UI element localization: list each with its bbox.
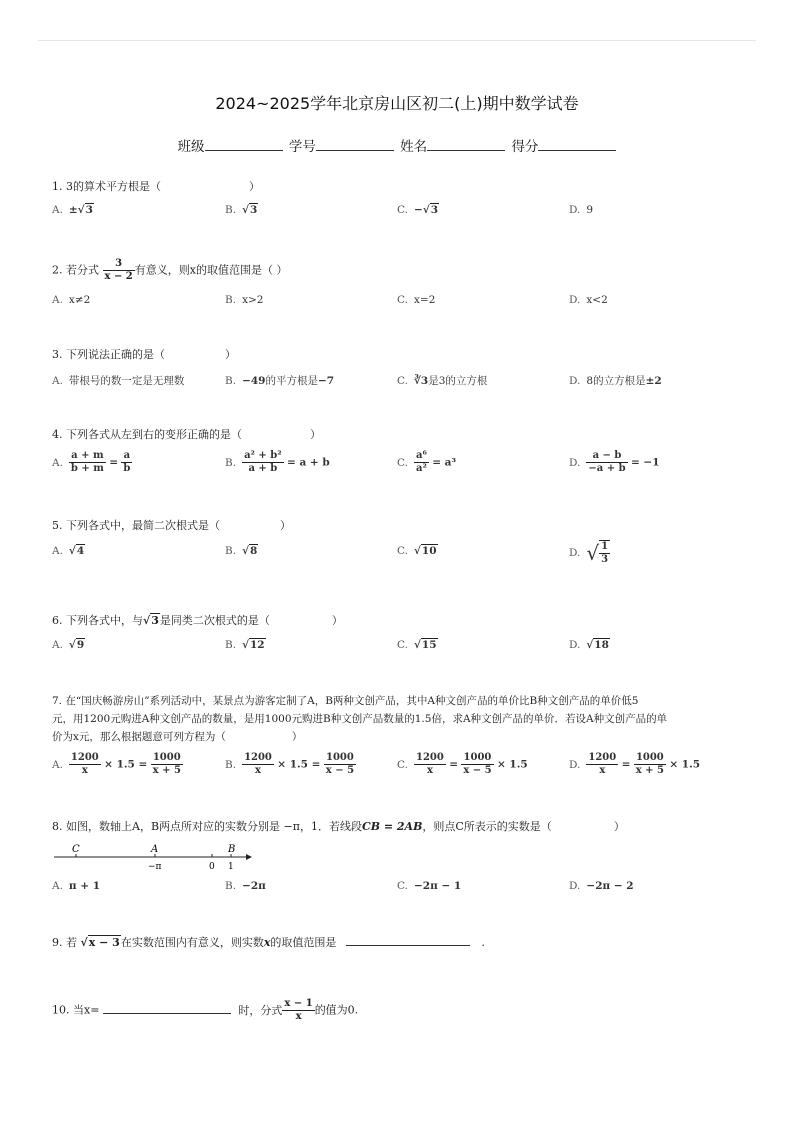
option-8b[interactable]: B. −2π [225, 880, 266, 892]
student-id-blank[interactable] [316, 139, 394, 151]
option-4c[interactable]: C. $\frac{\text{a⁶}}{\text{a²}}$ = a³ [397, 450, 457, 474]
option-1c[interactable]: C. −√3 [397, 204, 439, 216]
question-text: 3的算术平方根是（ [66, 180, 161, 193]
name-label: 姓名 [400, 139, 428, 155]
question-4: 4. 下列各式从左到右的变形正确的是（ ） [52, 428, 321, 441]
option-6a[interactable]: A. √9 [52, 639, 85, 651]
question-7: 7. 在“国庆畅游房山”系列活动中，某景点为游客定制了A，B两种文创产品，其中A种文创产品的单价比B种文创产品的单价低5 元，用1200元购进A种文创产品的数量，是用1000元购进B种文创产品数量的1.5倍，求A种文创产品的单价．若设A种文创产品的单 价为x元，那么根据题意可列方程为（ ） [52, 695, 668, 743]
score-blank[interactable] [538, 139, 616, 151]
question-5: 5. 下列各式中，最简二次根式是（ ） [52, 519, 291, 532]
option-2c[interactable]: C. x=2 [397, 294, 436, 306]
score-label: 得分 [511, 139, 539, 155]
option-5a[interactable]: A. √4 [52, 545, 85, 557]
option-8d[interactable]: D. −2π − 2 [569, 880, 634, 892]
tick-label-one: 1 [228, 862, 234, 872]
answer-blank-9[interactable] [346, 934, 470, 946]
number-line-figure [52, 842, 262, 874]
option-7c[interactable]: C. $\frac{1200}{x}$ = $\frac{1000}{x - 5}$ × 1.5 [397, 752, 528, 776]
student-info-line [0, 135, 794, 155]
option-7a[interactable]: A. $\frac{1200}{x}$ × 1.5 = $\frac{1000}{x + 5}$ [52, 752, 181, 776]
option-8c[interactable]: C. −2π − 1 [397, 880, 462, 892]
option-5d[interactable]: D. √ $\frac{1}{3}$ [569, 541, 609, 565]
option-3c[interactable]: C. ∛3是3的立方根 [397, 375, 488, 387]
option-6c[interactable]: C. √15 [397, 639, 437, 651]
question-3: 3. 下列说法正确的是（ ） [52, 348, 236, 361]
point-a-label: A [151, 844, 159, 855]
option-5c[interactable]: C. √10 [397, 545, 437, 557]
class-blank[interactable] [205, 139, 283, 151]
option-2b[interactable]: B. x>2 [225, 294, 264, 306]
page-title: 2024~2025学年北京房山区初二(上)期中数学试卷 [215, 94, 579, 113]
student-id-label: 学号 [288, 139, 316, 155]
question-10: 10. 当x= 时，分式 $\frac{x - 1}{x}$ 的值为0. [52, 998, 359, 1022]
point-b-label: B [228, 844, 236, 855]
fraction: $\frac{3}{x - 2}$ [104, 258, 133, 282]
name-blank[interactable] [427, 139, 505, 151]
option-4d[interactable]: D. $\frac{a - b}{-a + b}$ = −1 [569, 450, 660, 474]
option-5b[interactable]: B. √8 [225, 545, 258, 557]
question-1 [52, 178, 260, 196]
option-2d[interactable]: D. x<2 [569, 294, 608, 306]
option-1b[interactable]: B. √3 [225, 204, 258, 216]
question-6: 6. 下列各式中，与√3是同类二次根式的是（ ） [52, 614, 343, 627]
answer-blank-10[interactable] [103, 1002, 231, 1014]
option-1a[interactable]: A. ±√3 [52, 204, 93, 216]
option-4a[interactable]: A. $\frac{a + m}{b + m}$ = $\frac{a}{b}$ [52, 450, 131, 474]
option-2a[interactable]: A. x≠2 [52, 294, 91, 306]
question-9: 9. 若 √x − 3在实数范围内有意义，则实数x的取值范围是 . [52, 936, 485, 949]
arrow-icon [246, 854, 252, 860]
option-6b[interactable]: B. √12 [225, 639, 265, 651]
option-8a[interactable]: A. π + 1 [52, 880, 101, 892]
question-2: 2. 若分式 $\frac{3}{x - 2}$ 有意义，则x的取值范围是（ ） [52, 258, 288, 282]
header-rule [38, 40, 756, 41]
option-3b[interactable]: B. −49的平方根是−7 [225, 375, 335, 387]
question-number: 1. [52, 180, 63, 193]
question-text-end: ） [249, 180, 260, 193]
tick-label-zero: 0 [209, 862, 215, 872]
option-7d[interactable]: D. $\frac{1200}{x}$ = $\frac{1000}{x + 5}$ × 1.5 [569, 752, 701, 776]
option-6d[interactable]: D. √18 [569, 639, 609, 651]
option-7b[interactable]: B. $\frac{1200}{x}$ × 1.5 = $\frac{1000}{x - 5}$ [225, 752, 355, 776]
option-4b[interactable]: B. $\frac{\text{a² + b²}}{a + b}$ = a + b [225, 450, 330, 474]
point-c-label: C [72, 844, 80, 855]
option-3d[interactable]: D. 8的立方根是±2 [569, 375, 662, 387]
class-label: 班级 [177, 139, 205, 155]
question-8: 8. 如图，数轴上A，B两点所对应的实数分别是 −π，1．若线段CB = 2AB，则点C所表示的实数是（ ） [52, 820, 625, 833]
option-1d[interactable]: D. 9 [569, 204, 594, 216]
tick-label-neg-pi: −π [148, 862, 162, 872]
option-3a[interactable]: A. 带根号的数一定是无理数 [52, 375, 185, 387]
